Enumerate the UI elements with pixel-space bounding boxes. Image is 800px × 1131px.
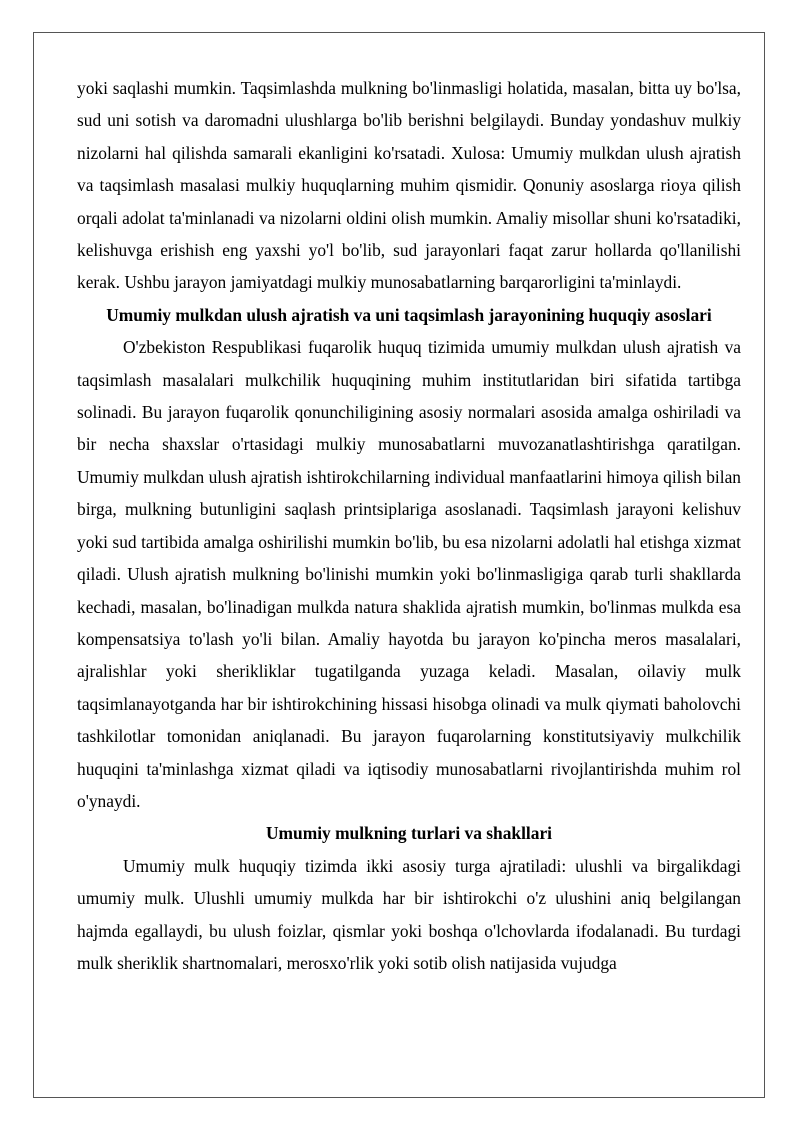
document-body: [77, 72, 741, 979]
paragraph-types: Umumiy mulk huquqiy tizimda ikki asosiy turga ajratiladi: ulushli va birgalikdagi umumiy mulk. Ulushli umumiy mulkda har bir ishtirokchi o'z ulushini aniq belgilangan hajmda egallaydi, bu ulush foizlar, qismlar yoki boshqa o'lchovlarda ifodalanadi. Bu turdagi mulk sheriklik shartnomalari, merosxo'rlik yoki sotib olish natijasida vujudga: [77, 855, 741, 973]
section-heading-types: Umumiy mulkning turlari va shakllari: [265, 823, 553, 844]
paragraph-legal-basis: O'zbekiston Respublikasi fuqarolik huquq tizimida umumiy mulkdan ulush ajratish va taqsimlash masalalari mulkchilik huquqining muhim institutlaridan biri sifatida tartibga solinadi. Bu jarayon fuqarolik qonunchiligining asosiy normalari asosida amalga oshiriladi va bir necha shaxslar o'rtasidagi mulkiy munosabatlarni muvozanatlashtirishga qaratilgan. Umumiy mulkdan ulush ajratish ishtirokchilarning individual manfaatlarini himoya qilish bilan birga, mulkning butunligini saqlash printsiplariga asoslanadi. Taqsimlash jarayoni kelishuv yoki sud tartibida amalga oshirilishi mumkin bo'lib, bu esa nizolarni adolatli hal etishga xizmat qiladi. Ulush ajratish mulkning bo'linishi mumkin yoki bo'linmasligiga qarab turli shakllarda kechadi, masalan, bo'linadigan mulkda natura shaklida ajratish mumkin, bo'linmas mulkda esa kompensatsiya to'lash yo'li bilan. Amaliy hayotda bu jarayon ko'pincha meros masalalari, ajralishlar yoki sherikliklar tugatilganda yuzaga keladi. Masalan, oilaviy mulk taqsimlanayotganda har bir ishtirokchining hissasi hisobga olinadi va mulk qiymati baholovchi tashkilotlar tomonidan aniqlanadi. Bu jarayon fuqarolarning konstitutsiyaviy mulkchilik huquqini ta'minlashga xizmat qiladi va iqtisodiy munosabatlarni rivojlantirishda muhim rol o'ynaydi.: [77, 337, 741, 811]
paragraph-continuation: yoki saqlashi mumkin. Taqsimlashda mulkning bo'linmasligi holatida, masalan, bitta uy bo'lsa, sud uni sotish va daromadni ulushlarga bo'lib berishni belgilaydi. Bunday yondashuv mulkiy nizolarni hal qilishda samarali ekanligini ko'rsatadi. Xulosa: Umumiy mulkdan ulush ajratish va taqsimlash masalasi mulkiy huquqlarning muhim qismidir. Qonuniy asoslarga rioya qilish orqali adolat ta'minlanadi va nizolarni oldini olish mumkin. Amaliy misollar shuni ko'rsatadiki, kelishuvga erishish eng yaxshi yo'l bo'lib, sud jarayonlari faqat zarur hollarda qo'llanilishi kerak. Ushbu jarayon jamiyatdagi mulkiy munosabatlarning barqarorligini ta'minlaydi.: [77, 78, 741, 293]
section-heading-legal-basis: Umumiy mulkdan ulush ajratish va uni taqsimlash jarayonining huquqiy asoslari: [106, 304, 712, 325]
